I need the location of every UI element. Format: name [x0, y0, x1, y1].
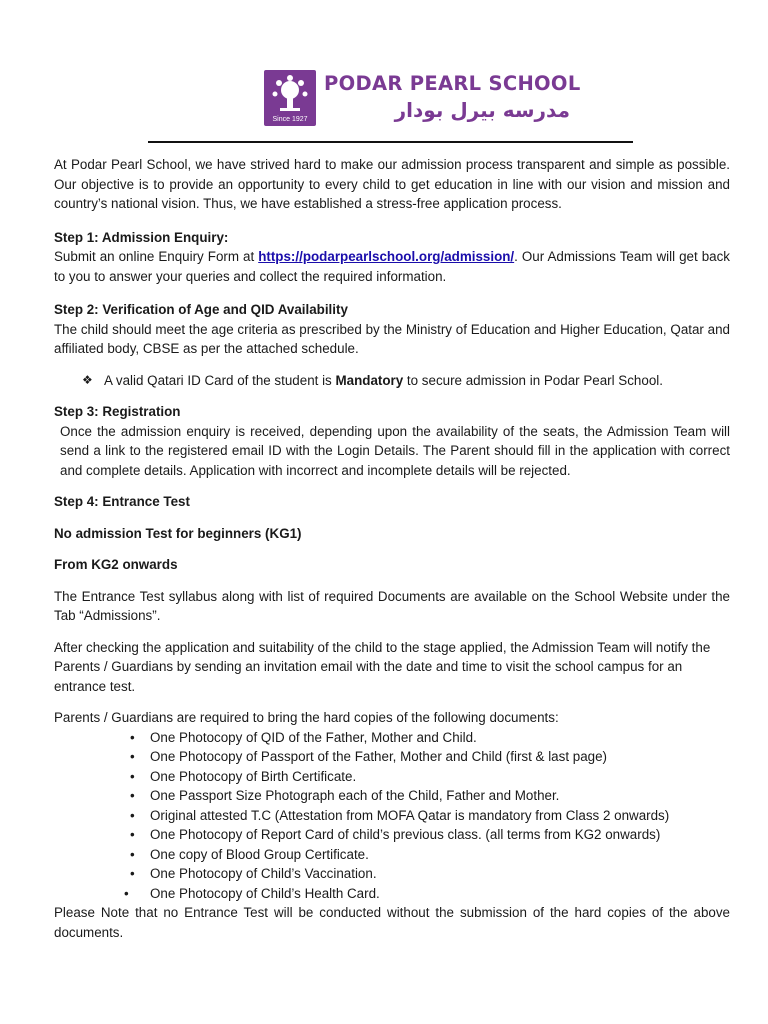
step1-text-before: Submit an online Enquiry Form at	[54, 249, 259, 264]
step1-text	[54, 247, 730, 286]
list-item: • One Passport Size Photograph each of the Child, Father and Mother.	[130, 788, 560, 803]
header-divider	[148, 141, 633, 143]
docs-intro: Parents / Guardians are required to bring the hard copies of the following documents:	[54, 710, 559, 725]
qid-requirement	[82, 371, 730, 391]
step1-heading: Step 1: Admission Enquiry:	[54, 229, 229, 245]
step1-text-after: . Our Admissions Team will get back to you to answer your queries and collect the required information.	[54, 249, 730, 284]
mandatory-label: Mandatory	[335, 372, 404, 388]
kg2-heading: From KG2 onwards	[54, 557, 178, 572]
document-body	[54, 155, 730, 942]
invite-text: After checking the application and suitability of the child to the stage applied, the Admission Team will notify the Parents / Guardians by sending an invitation email with the date and time to visit the school campus for an entrance test.	[54, 639, 711, 694]
list-item: • One Photocopy of Child’s Vaccination.	[130, 866, 377, 881]
logo-since: Since 1927	[272, 116, 308, 123]
no-test-note: No admission Test for beginners (KG1)	[54, 525, 302, 541]
list-item: • One Photocopy of Birth Certificate.	[130, 768, 357, 784]
school-logo	[264, 70, 581, 126]
closing-note: Please Note that no Entrance Test will be conducted without the submission of the hard copies of the above documents.	[54, 905, 730, 940]
list-item: • One copy of Blood Group Certificate.	[130, 846, 369, 862]
list-item: • One Photocopy of QID of the Father, Mother and Child.	[130, 729, 477, 745]
step3-heading: Step 3: Registration	[54, 404, 181, 419]
list-item: • One Photocopy of Child’s Health Card.	[124, 885, 380, 901]
syllabus-text: The Entrance Test syllabus along with list of required Documents are available on the School Website under the Tab “Admissions”.	[54, 588, 730, 623]
list-item: • One Photocopy of Report Card of child’s previous class. (all terms from KG2 onwards)	[130, 827, 661, 842]
list-item: • One Photocopy of Passport of the Father, Mother and Child (first & last page)	[130, 749, 608, 764]
admission-link[interactable]: https://podarpearlschool.org/admission/	[258, 249, 515, 264]
list-item: • Original attested T.C (Attestation from MOFA Qatar is mandatory from Class 2 onwards)	[130, 807, 670, 823]
step2-heading: Step 2: Verification of Age and QID Availability	[54, 302, 348, 317]
step3-text: Once the admission enquiry is received, depending upon the availability of the seats, the Admission Team will send a link to the registered email ID with the Login Details. The Parent should fill in the application with correct and complete details. Application with incorrect and incomplete details will be rejected.	[60, 423, 730, 478]
logo-emblem	[264, 70, 316, 126]
school-name-en: PODAR PEARL SCHOOL	[324, 72, 581, 95]
qid-text: A valid Qatari ID Card of the student is Mandatory to secure admission in Podar Pearl School.	[104, 372, 663, 388]
tree-icon	[270, 74, 310, 114]
intro-paragraph: At Podar Pearl School, we have strived hard to make our admission process transparent and simple as possible. Our objective is to provide an opportunity to every child to get education in line with our vision and mission and country’s national vision. Thus, we have established a stress-free application process.	[54, 157, 730, 211]
documents-list	[54, 728, 730, 904]
school-name-ar: مدرسه بيرل بودار	[394, 98, 570, 122]
step4-heading: Step 4: Entrance Test	[54, 494, 190, 509]
diamond-bullet-icon: ❖	[82, 372, 93, 387]
step2-text: The child should meet the age criteria as prescribed by the Ministry of Education and Higher Education, Qatar and affiliated body, CBSE as per the attached schedule.	[54, 321, 730, 356]
